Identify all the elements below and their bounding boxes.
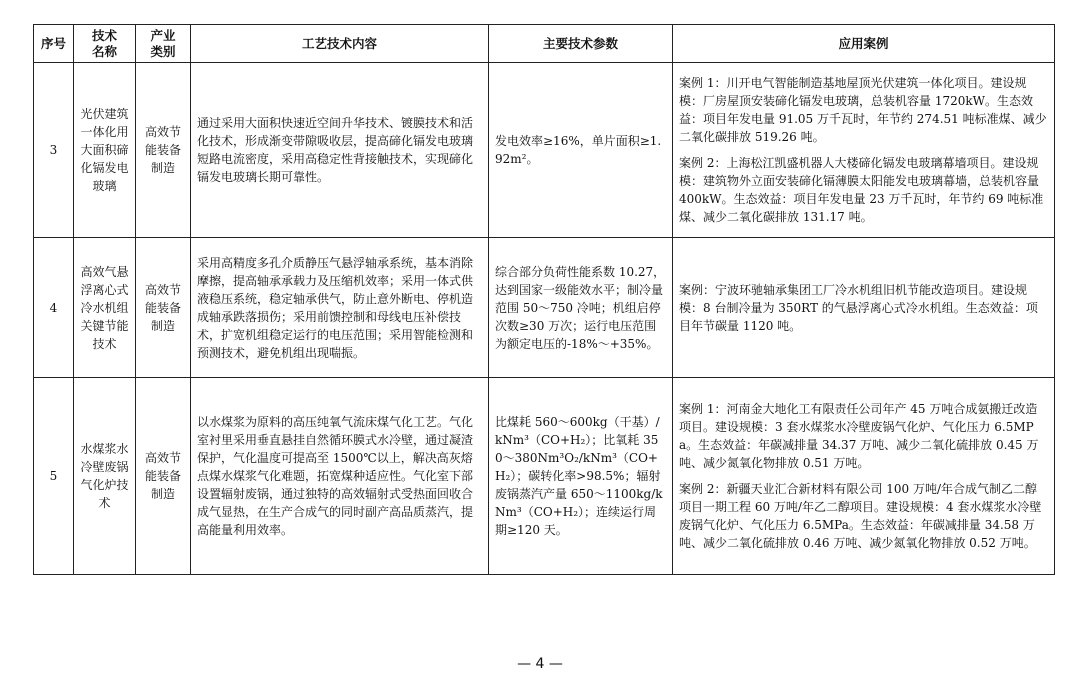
table-header-row: [34, 25, 1055, 63]
page-number: — 4 —: [517, 656, 563, 672]
main-parameters: 比煤耗 560～600kg（干基）/kNm³（CO+H₂）；比氧耗 350～380Nm³O₂/kNm³（CO+H₂）；碳转化率>98.5%；辐射废锅蒸汽产量 650～1100kg/kNm³（CO+H₂）；连续运行周期≥120 天。: [489, 378, 673, 575]
tech-name: 高效气悬浮离心式冷水机组关键节能技术: [74, 238, 136, 378]
header-process-content: 工艺技术内容: [191, 25, 489, 63]
table-row: [34, 63, 1055, 238]
application-cases: [673, 238, 1055, 378]
header-industry-category: 产业 类别: [136, 25, 191, 63]
row-number: 3: [34, 63, 74, 238]
industry-category: 高效节能装备制造: [136, 378, 191, 575]
header-main-parameters: 主要技术参数: [489, 25, 673, 63]
main-parameters: 综合部分负荷性能系数 10.27，达到国家一级能效水平；制冷量范围 50～750 冷吨；机组启停次数≥30 万次；运行电压范围为额定电压的-18%～+35%。: [489, 238, 673, 378]
case-entry: 案例 2：上海松江凯盛机器人大楼碲化镉发电玻璃幕墙项目。建设规模：建筑物外立面安装碲化镉薄膜太阳能发电玻璃幕墙，总装机容量 400kW。生态效益：项目年发电量 23 万千瓦时，年节约 69 吨标准煤、减少二氧化碳排放 131.17 吨。: [679, 156, 1044, 224]
case-entry: 案例：宁波环驰轴承集团工厂冷水机组旧机节能改造项目。建设规模：8 台制冷量为 350RT 的气悬浮离心式冷水机组。生态效益：项目年节碳量 1120 吨。: [679, 282, 1038, 333]
table-row: [34, 378, 1055, 575]
tech-name: 光伏建筑一体化用大面积碲化镉发电玻璃: [74, 63, 136, 238]
industry-category: 高效节能装备制造: [136, 238, 191, 378]
main-parameters: 发电效率≥16%，单片面积≥1.92m²。: [489, 63, 673, 238]
row-number: 4: [34, 238, 74, 378]
application-cases: [673, 63, 1055, 238]
row-number: 5: [34, 378, 74, 575]
process-content: 以水煤浆为原料的高压纯氧气流床煤气化工艺。气化室衬里采用垂直悬挂自然循环膜式水冷壁，通过凝渣保护，气化温度可提高至 1500℃以上，解决高灰熔点煤水煤浆气化难题，拓宽煤种适应性。气化室下部设置辐射废锅，通过独特的高效辐射式受热面回收合成气显热，在生产合成气的同时副产高品质蒸汽，提高能量利用效率。: [191, 378, 489, 575]
header-application-cases: 应用案例: [673, 25, 1055, 63]
tech-name: 水煤浆水冷壁废锅气化炉技术: [74, 378, 136, 575]
process-content: 通过采用大面积快速近空间升华技术、镀膜技术和活化技术，形成渐变带隙吸收层，提高碲化镉发电玻璃短路电流密度，采用高稳定性背接触技术，实现碲化镉发电玻璃长期可靠性。: [191, 63, 489, 238]
technology-table: [33, 24, 1055, 575]
process-content: 采用高精度多孔介质静压气悬浮轴承系统，基本消除摩擦，提高轴承承载力及压缩机效率；采用一体式供液稳压系统，稳定轴承供气，防止意外断电、停机造成轴承跌落损伤；采用前馈控制和母线电压补偿技术，扩宽机组稳定运行的电压范围；采用智能检测和预测技术，避免机组出现喘振。: [191, 238, 489, 378]
table-row: [34, 238, 1055, 378]
industry-category: 高效节能装备制造: [136, 63, 191, 238]
header-tech-name: 技术 名称: [74, 25, 136, 63]
header-number: 序号: [34, 25, 74, 63]
case-entry: 案例 2：新疆天业汇合新材料有限公司 100 万吨/年合成气制乙二醇项目一期工程 60 万吨/年乙二醇项目。建设规模：4 套水煤浆水冷壁废锅气化炉、气化压力 6.5MPa。生态效益：年碳减排量 34.58 万吨、减少二氧化硫排放 0.46 万吨、减少氮氧化物排放 0.52 万吨。: [679, 482, 1042, 550]
application-cases: [673, 378, 1055, 575]
case-entry: 案例 1：川开电气智能制造基地屋顶光伏建筑一体化项目。建设规模：厂房屋顶安装碲化镉发电玻璃，总装机容量 1720kW。生态效益：项目年发电量 91.05 万千瓦时，年节约 274.51 吨标准煤、减少二氧化碳排放 519.26 吨。: [679, 76, 1047, 144]
table-body: [34, 63, 1055, 575]
case-entry: 案例 1：河南金大地化工有限责任公司年产 45 万吨合成氨搬迁改造项目。建设规模：3 套水煤浆水冷壁废锅气化炉、气化压力 6.5MPa。生态效益：年碳减排量 34.37 万吨、减少二氧化硫排放 0.45 万吨、减少氮氧化物排放 0.51 万吨。: [679, 402, 1039, 470]
